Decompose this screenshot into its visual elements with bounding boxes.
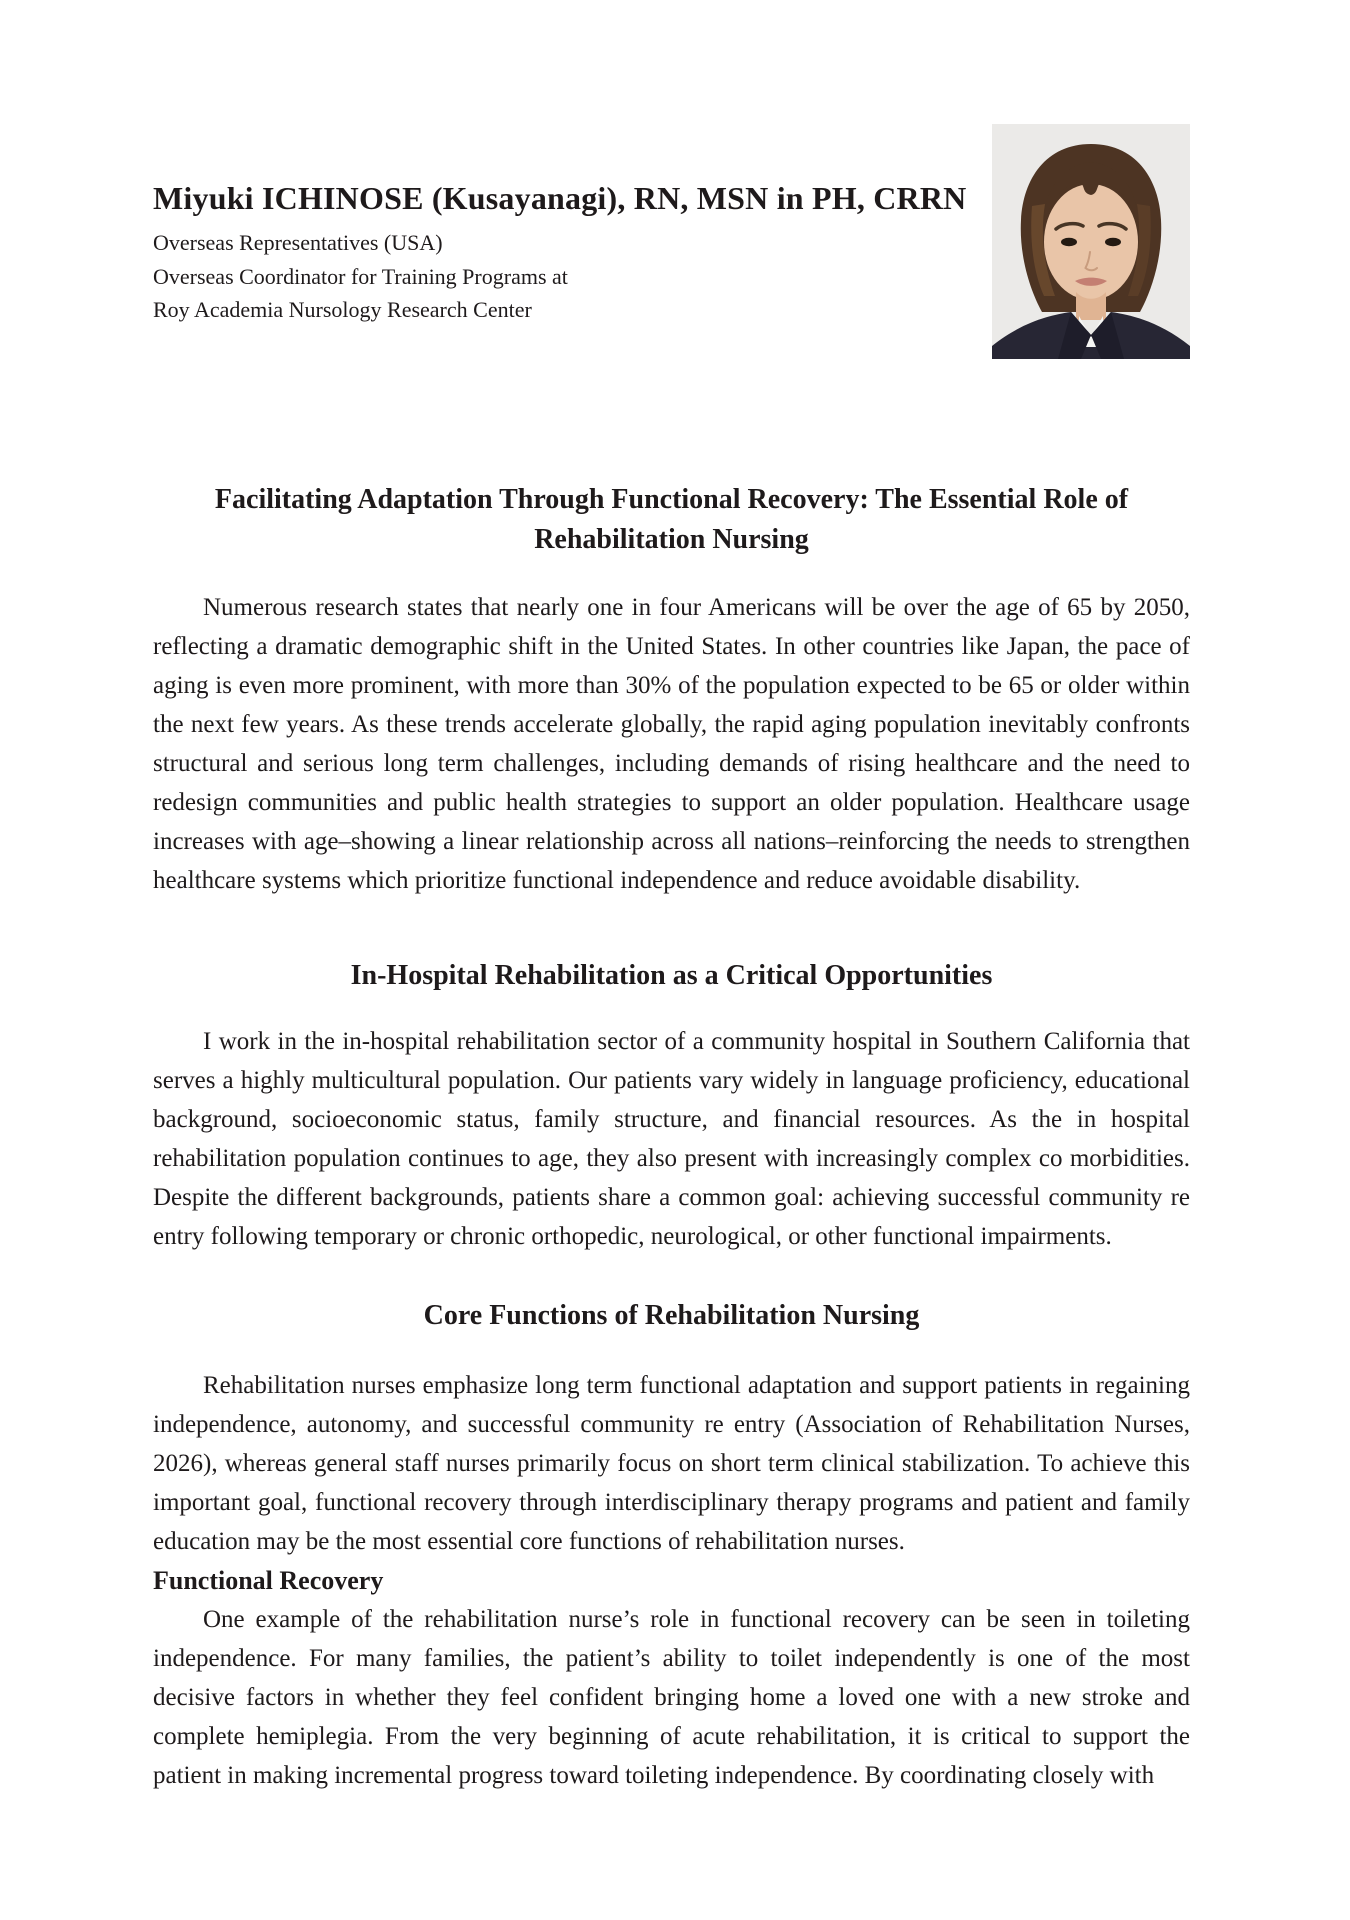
- paragraph-functional-recovery: One example of the rehabilitation nurse’s role in functional recovery can be seen in toileting independence. For many families, the patient’s ability to toilet independently is one of the most decisive factors in whether they feel confident bringing home a loved one with a new stroke and complete hemiplegia. From the very beginning of acute rehabilitation, it is critical to support the patient in making incremental progress toward toileting independence. By coordinating closely with: [153, 1606, 1190, 1789]
- paper-title: [153, 480, 1190, 560]
- section-heading-core-functions: Core Functions of Rehabilitation Nursing: [423, 1300, 920, 1331]
- intro-paragraph: Numerous research states that nearly one in four Americans will be over the age of 65 by 2050, reflecting a dramatic demographic shift in the United States. In other countries like Japan, the pace of aging is even more prominent, with more than 30% of the population expected to be 65 or older within the next few years. As these trends accelerate globally, the rapid aging population inevitably confronts structural and serious long term challenges, including demands of rising healthcare and the need to redesign communities and public health strategies to support an older population. Healthcare usage increases with age–showing a linear relationship across all nations–reinforcing the needs to strengthen healthcare systems which prioritize functional independence and reduce avoidable disability.: [153, 594, 1190, 894]
- affiliation-line: Roy Academia Nursology Research Center: [153, 297, 532, 322]
- affiliation-line: Overseas Representatives (USA): [153, 230, 443, 255]
- affiliation-line: Overseas Coordinator for Training Programs at: [153, 263, 568, 289]
- author-photo: [992, 124, 1190, 359]
- paper-title-line-2: Rehabilitation Nursing: [534, 524, 809, 555]
- subheading-functional-recovery: Functional Recovery: [153, 1566, 384, 1595]
- author-affiliations: [153, 226, 853, 327]
- section-paragraph-in-hospital-rehabilitation: I work in the in-hospital rehabilitation sector of a community hospital in Southern California that serves a highly multicultural population. Our patients vary widely in language proficiency, educational background, socioeconomic status, family structure, and financial resources. As the in hospital rehabilitation population continues to age, they also present with increasingly complex co morbidities. Despite the different backgrounds, patients share a common goal: achieving successful community re entry following temporary or chronic orthopedic, neurological, or other functional impairments.: [153, 1028, 1190, 1250]
- paper-title-line-1: Facilitating Adaptation Through Functional Recovery: The Essential Role of: [214, 484, 1129, 515]
- section-heading-in-hospital-rehabilitation: In-Hospital Rehabilitation as a Critical Opportunities: [350, 960, 993, 991]
- section-paragraph-core-functions: Rehabilitation nurses emphasize long term functional adaptation and support patients in regaining independence, autonomy, and successful community re entry (Association of Rehabilitation Nurses, 2026), whereas general staff nurses primarily focus on short term clinical stabilization. To achieve this important goal, functional recovery through interdisciplinary therapy programs and patient and family education may be the most essential core functions of rehabilitation nurses.: [153, 1372, 1190, 1555]
- author-name: Miyuki ICHINOSE (Kusayanagi), RN, MSN in PH, CRRN: [153, 180, 967, 216]
- portrait-photo-illustration: [992, 124, 1190, 359]
